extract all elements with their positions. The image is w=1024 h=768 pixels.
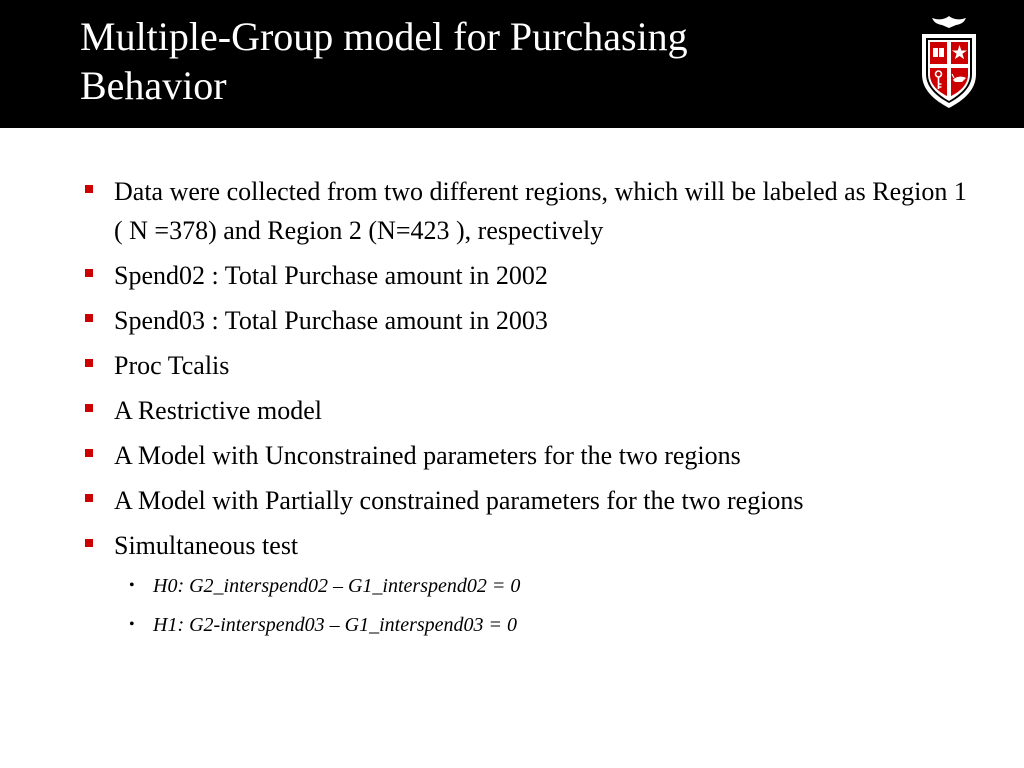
sub-list-item <box>127 609 927 641</box>
bullet-text: Proc Tcalis <box>114 351 230 380</box>
bullet-text: Spend03 : Total Purchase amount in 2003 <box>114 306 548 335</box>
bullet-marker-icon <box>85 185 93 193</box>
list-item <box>80 172 980 250</box>
sub-bullet-dot-icon: • <box>129 577 135 594</box>
bullet-marker-icon <box>85 494 93 502</box>
slide-title-line-2: Behavior <box>80 63 227 108</box>
bullet-text: Spend02 : Total Purchase amount in 2002 <box>114 261 548 290</box>
list-item <box>80 391 980 430</box>
sub-bullet-list <box>127 570 927 648</box>
bullet-marker-icon <box>85 449 93 457</box>
bullet-marker-icon <box>85 269 93 277</box>
bullet-text: A Model with Unconstrained parameters for the two regions <box>114 441 741 470</box>
bullet-text: Simultaneous test <box>114 531 299 560</box>
double-t-crest-icon <box>916 14 982 110</box>
slide-title <box>80 12 880 110</box>
sub-bullet-dot-icon: • <box>129 616 135 633</box>
list-item <box>80 346 980 385</box>
bullet-marker-icon <box>85 359 93 367</box>
list-item <box>80 526 980 565</box>
sub-list-item <box>127 570 927 602</box>
bullet-marker-icon <box>85 404 93 412</box>
list-item <box>80 481 980 520</box>
bullet-marker-icon <box>85 539 93 547</box>
bullet-text: Data were collected from two different regions, which will be labeled as Region 1 ( N =378) and Region 2 (N=423 ), respectively <box>114 177 967 245</box>
bullet-text: A Model with Partially constrained parameters for the two regions <box>114 486 804 515</box>
bullet-marker-icon <box>85 314 93 322</box>
list-item <box>80 436 980 475</box>
title-bar <box>0 0 1024 128</box>
list-item <box>80 256 980 295</box>
slide-title-line-1: Multiple-Group model for Purchasing <box>80 14 688 59</box>
sub-bullet-text: H1: G2-interspend03 – G1_interspend03 = 0 <box>153 614 518 636</box>
list-item <box>80 301 980 340</box>
bullet-text: A Restrictive model <box>114 396 322 425</box>
bullet-list <box>80 172 980 571</box>
sub-bullet-text: H0: G2_interspend02 – G1_interspend02 = 0 <box>153 575 521 597</box>
